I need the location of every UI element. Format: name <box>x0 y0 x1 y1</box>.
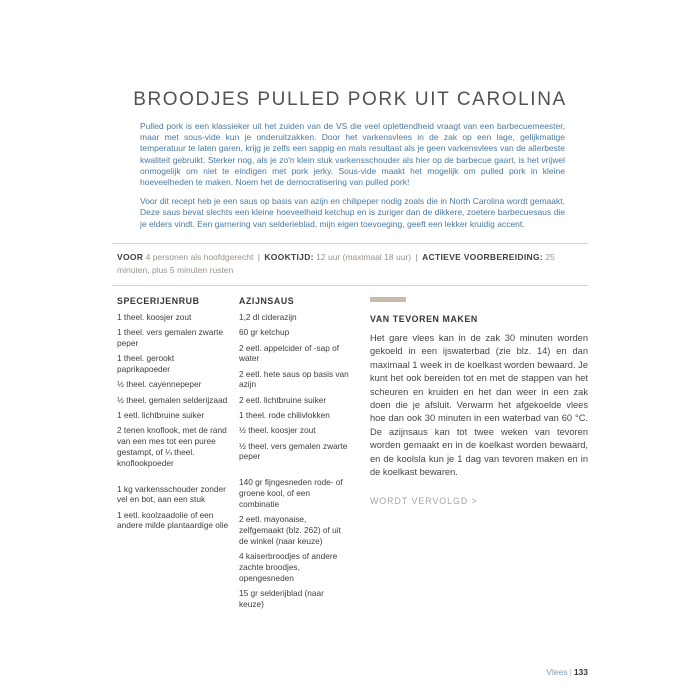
content-columns <box>117 296 588 614</box>
ingredient-item: 1 eetl. lichtbruine suiker <box>117 410 205 421</box>
continued-label: WORDT VERVOLGD > <box>370 496 478 507</box>
divider-bottom <box>112 285 588 286</box>
ingredient-item: 15 gr selderijblad (naar keuze) <box>239 587 324 609</box>
ingredient-item: 2 eetl. hete saus op basis van azijn <box>239 368 349 390</box>
meta-separator: | <box>415 252 418 262</box>
meta-value-prep: 25 minuten, plus 5 minuten rusten <box>117 252 555 275</box>
meta-separator: | <box>257 252 260 262</box>
meta-value-servings: 4 personen als hoofdgerecht <box>145 252 254 262</box>
ingredient-item: 1 eetl. koolzaadolie of een andere milde plantaardige olie <box>117 509 229 531</box>
sauce-heading: AZIJNSAUS <box>239 296 295 306</box>
ingredient-item: ½ theel. vers gemalen zwarte peper <box>239 440 348 462</box>
ingredient-item: 1 theel. vers gemalen zwarte peper <box>117 327 224 349</box>
sauce-ingredient-list <box>239 312 351 610</box>
ingredient-item: 2 eetl. lichtbruine suiker <box>239 394 327 405</box>
ingredient-item: 1,2 dl ciderazijn <box>239 312 297 322</box>
ingredient-item: 1 theel. rode chilivlokken <box>239 410 330 421</box>
ingredient-item: 4 kaiserbroodjes of andere zachte broodjes, opengesneden <box>239 551 338 583</box>
accent-bar <box>370 297 406 302</box>
meta-label-prep: ACTIEVE VOORBEREIDING: <box>422 252 543 262</box>
make-ahead-column <box>370 296 588 614</box>
recipe-meta <box>117 251 565 277</box>
ingredient-column-rub <box>117 296 229 614</box>
intro-section <box>140 121 565 238</box>
ingredient-item: 2 eetl. mayonaise, zelfgemaakt (blz. 262) of uit de winkel (naar keuze) <box>239 514 341 546</box>
make-ahead-heading: VAN TEVOREN MAKEN <box>370 314 478 324</box>
rub-heading: SPECERIJENRUB <box>117 296 200 306</box>
rub-ingredient-list <box>117 312 229 531</box>
ingredient-item: 2 tenen knoflook, met de rand van een mes tot een puree gestampt, of ¼ theel. knoflookpoeder <box>117 425 227 468</box>
ingredient-item: 140 gr fijngesneden rode- of groene kool, of een combinatie <box>239 477 343 509</box>
footer-section-name: Vlees <box>546 667 568 677</box>
ingredient-item: 60 gr ketchup <box>239 327 290 338</box>
ingredient-item: 1 theel. gerookt paprikapoeder <box>117 353 175 375</box>
ingredient-item: ½ theel. koosjer zout <box>239 425 316 436</box>
ingredient-item: 1 theel. koosjer zout <box>117 312 192 322</box>
ingredient-item: ½ theel. cayennepeper <box>117 379 202 390</box>
intro-paragraph: Voor dit recept heb je een saus op basis van azijn en chilipeper nodig zoals die in North Carolina wordt gemaakt. Deze saus bevat slechts een kleine hoeveelheid ketchup en is zuriger dan de dikkere, zoetere barbecuesaus die je elders vindt. Een garnering van selderieblad, mijn eigen toevoeging, geeft een lekker kruidig accent. <box>140 196 565 229</box>
ingredient-item: 2 eetl. appelcider of -sap of water <box>239 342 340 364</box>
meta-label-servings: VOOR <box>117 252 144 262</box>
ingredient-item: ½ theel. gemalen selderijzaad <box>117 394 228 405</box>
make-ahead-body: Het gare vlees kan in de zak 30 minuten worden gekoeld in een ijswaterbad (zie blz. 14) en dan maximaal 1 week in de koelkast worden bewaard. Je kunt het ook bereiden tot en met de stappen van het scheuren en kruiden en het dan weer in een zak doen die je afsluit. Verwarm het afgekoelde vlees hoe dan ook 30 minuten in een waterbad van 60 °C. De azijnsaus kan tot twee weken van tevoren worden gemaakt en in de koelkast worden bewaard, en de koolsla kun je 1 dag van tevoren maken en in de koelkast bewaren. <box>370 333 588 478</box>
footer-separator: | <box>569 667 572 677</box>
page-title: BROODJES PULLED PORK UIT CAROLINA <box>133 88 567 110</box>
meta-label-cooktime: KOOKTIJD: <box>264 252 314 262</box>
divider-top <box>112 243 588 244</box>
footer-page-number: 133 <box>573 667 588 677</box>
ingredient-item: 1 kg varkensschouder zonder vel en bot, aan een stuk <box>117 483 226 505</box>
ingredient-column-sauce <box>239 296 351 614</box>
meta-value-cooktime: 12 uur (maximaal 18 uur) <box>316 252 412 262</box>
intro-paragraph: Pulled pork is een klassieker uit het zuiden van de VS die veel oplettendheid vraagt van een barbecuemeester, maar met sous-vide kun je onderuitzakken. Door het varkensvlees in de zak op een lage, gelijkmatige temperatuur te laten garen, krijg je zelfs een sappig en mals resultaat als je geen varkensvlees van de allerbeste kwaliteit gebruikt. Sterker nog, als je zo'n klein stuk varkensschouder als hier op de barbecue gaart, is het vrijwel onmogelijk om niet te eindigen met pork jerky. Sous-vide maakt het mogelijk om pulled pork in kleine hoeveelheden te maken. Noem het de democratisering van pulled pork! <box>140 121 565 188</box>
page-footer <box>112 667 588 677</box>
